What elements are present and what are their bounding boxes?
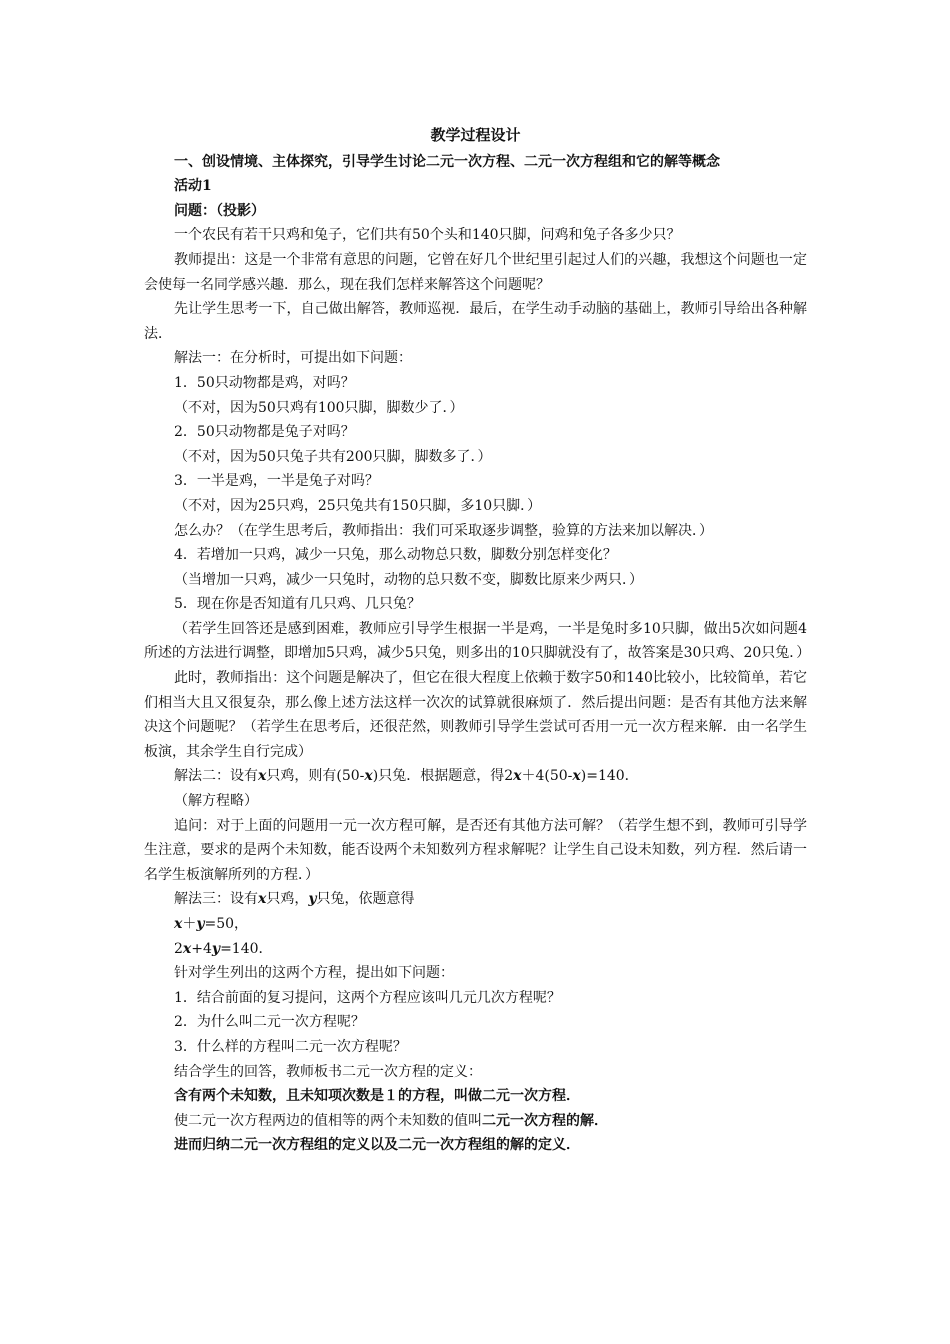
method-one: 解法一：在分析时，可提出如下问题： (174, 350, 412, 367)
question-label: 问题：（投影） (174, 202, 265, 219)
q-review-2: 2．为什么叫二元一次方程呢？ (174, 1014, 365, 1031)
equation-1: x＋y=50， (174, 916, 249, 932)
a4: （当增加一只鸡，减少一只兔时，动物的总只数不变，脚数比原来少两只．） (174, 571, 643, 588)
method-two: 解法二：设有x只鸡，则有(50-x)只兔．根据题意，得2x＋4(50-x)=140． (174, 768, 639, 785)
q-review-3: 3．什么样的方程叫二元一次方程呢？ (174, 1038, 407, 1055)
board-definition-intro: 结合学生的回答，教师板书二元一次方程的定义： (174, 1063, 482, 1080)
definition-solution: 使二元一次方程两边的值相等的两个未知数的值叫二元一次方程的解． (174, 1112, 608, 1129)
q3: 3．一半是鸡，一半是兔子对吗？ (174, 473, 379, 490)
a1: （不对，因为50只鸡有100只脚，脚数少了．） (174, 399, 464, 416)
q5: 5．现在你是否知道有几只鸡、几只兔？ (174, 596, 421, 613)
method-three: 解法三：设有x只鸡，y只兔，依题意得 (174, 891, 415, 908)
document (144, 123, 811, 1158)
follow-up: 追问：对于上面的问题用一元一次方程可解，是否还有其他方法可解？（若学生想不到，教师可引导学生注意，要求的是两个未知数，能否设两个未知数列方程求解呢？让学生自己设未知数，列方程．然后请一名学生板演解所列的方程．） (144, 817, 807, 883)
a5: （若学生回答还是感到困难，教师应引导学生根据一半是鸡，一半是兔时多10只脚，做出5次如问题4所述的方法进行调整，即增加5只鸡，减少5只兔，则多出的10只脚就没有了，故答案是30只鸡、20只兔．） (144, 620, 811, 662)
activity-label: 活动1 (174, 178, 212, 195)
definition-equation: 含有两个未知数，且未知项次数是１的方程，叫做二元一次方程． (174, 1088, 580, 1105)
equation-2: 2x+4y=140． (174, 940, 273, 957)
q1: 1．50只动物都是鸡，对吗？ (174, 374, 355, 391)
student-think: 先让学生思考一下，自己做出解答，教师巡视．最后，在学生动手动脑的基础上，教师引导给出各种解法． (144, 301, 807, 342)
questions-intro: 针对学生列出的这两个方程，提出如下问题： (174, 965, 454, 982)
q4: 4．若增加一只鸡，减少一只兔，那么动物总只数，脚数分别怎样变化？ (174, 547, 617, 564)
a3: （不对，因为25只鸡，25只兔共有150只脚，多10只脚．） (174, 497, 542, 514)
teacher-intro: 教师提出：这是一个非常有意思的问题，它曾在好几个世纪里引起过人们的兴趣，我想这个问题也一定会使每一名同学感兴趣．那么，现在我们怎样来解答这个问题呢？ (144, 251, 807, 293)
section-heading: 一、创设情境、主体探究，引导学生讨论二元一次方程、二元一次方程组和它的解等概念 (174, 153, 720, 170)
teacher-point: 此时，教师指出：这个问题是解决了，但它在很大程度上依赖于数字50和140比较小，比较简单，若它们相当大且又很复杂，那么像上述方法这样一次次的试算就很麻烦了．然后提出问题：是否有其他方法来解决这个问题呢？（若学生在思考后，还很茫然，则教师引导学生尝试可否用一元一次方程来解．由一名学生板演，其余学生自行完成） (144, 670, 807, 760)
definition-system: 进而归纳二元一次方程组的定义以及二元一次方程组的解的定义． (174, 1137, 580, 1154)
what-to-do: 怎么办？（在学生思考后，教师指出：我们可采取逐步调整，验算的方法来加以解决．） (174, 522, 713, 539)
q-review-1: 1．结合前面的复习提问，这两个方程应该叫几元几次方程呢？ (174, 989, 561, 1006)
q2: 2．50只动物都是兔子对吗？ (174, 424, 355, 441)
solve-omitted: （解方程略） (174, 793, 258, 810)
a2: （不对，因为50只兔子共有200只脚，脚数多了．） (174, 448, 492, 465)
problem-text: 一个农民有若干只鸡和兔子，它们共有50个头和140只脚，问鸡和兔子各多少只？ (174, 227, 681, 244)
doc-title: 教学过程设计 (430, 126, 521, 144)
